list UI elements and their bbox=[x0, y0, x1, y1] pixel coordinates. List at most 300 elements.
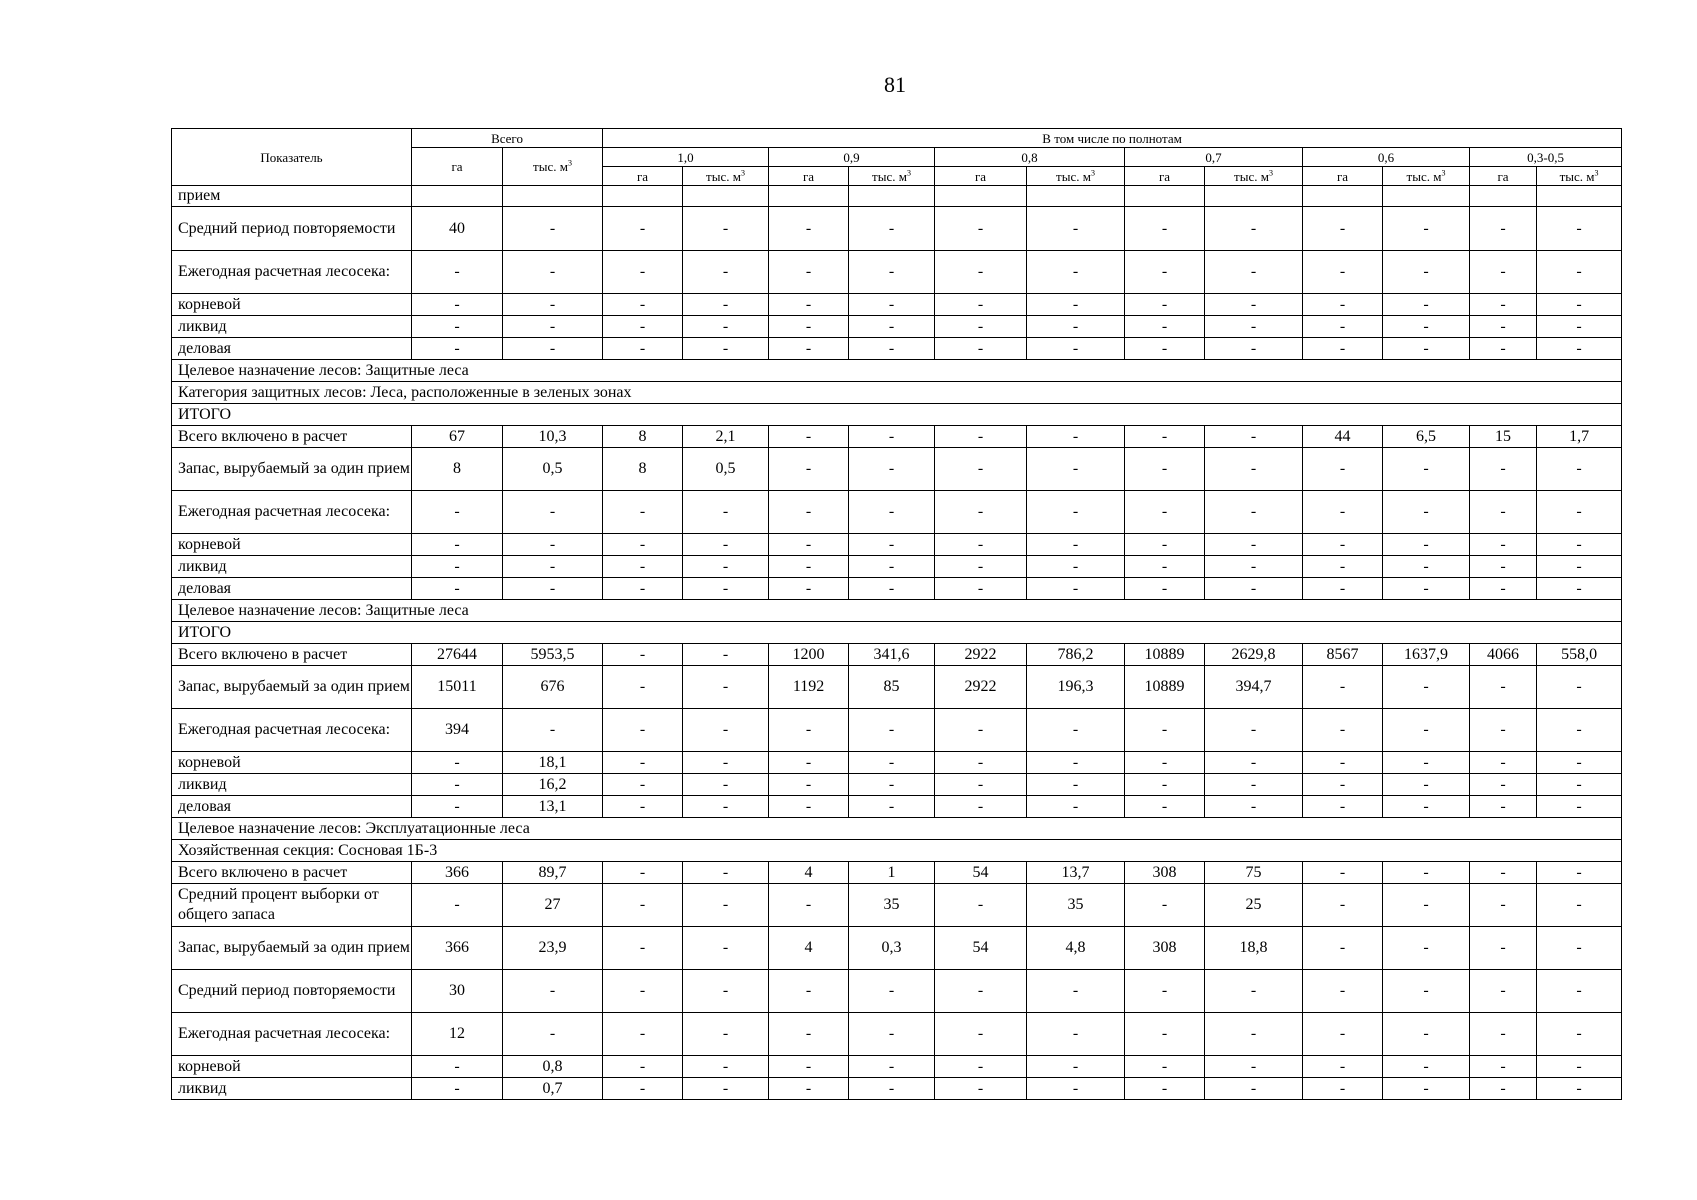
table-cell: - bbox=[1027, 1013, 1125, 1056]
table-cell: - bbox=[1537, 338, 1622, 360]
table-cell: - bbox=[1537, 448, 1622, 491]
table-cell: - bbox=[1383, 970, 1470, 1013]
table-cell: - bbox=[1470, 752, 1537, 774]
table-cell: - bbox=[1205, 970, 1303, 1013]
table-cell: 2922 bbox=[935, 644, 1027, 666]
row-label: прием bbox=[172, 186, 412, 207]
header-total: Всего bbox=[412, 129, 603, 148]
table-cell: - bbox=[1027, 534, 1125, 556]
table-cell: - bbox=[1383, 752, 1470, 774]
table-row bbox=[172, 556, 1622, 578]
row-label: Запас, вырубаемый за один прием bbox=[172, 927, 412, 970]
table-cell: - bbox=[1303, 491, 1383, 534]
row-label: деловая bbox=[172, 338, 412, 360]
header-density: 0,7 bbox=[1125, 148, 1303, 167]
table-cell: 4 bbox=[769, 862, 849, 884]
table-cell: 12 bbox=[412, 1013, 503, 1056]
header-unit-thous-m3: тыс. $м^3$ bbox=[1383, 167, 1470, 186]
table-cell: 16,2 bbox=[503, 774, 603, 796]
table-cell: - bbox=[1470, 448, 1537, 491]
table-cell: - bbox=[603, 316, 683, 338]
table-cell: - bbox=[1205, 774, 1303, 796]
table-cell: - bbox=[935, 1078, 1027, 1100]
table-row bbox=[172, 927, 1622, 970]
table-cell: - bbox=[503, 207, 603, 251]
row-label: корневой bbox=[172, 294, 412, 316]
table-cell: - bbox=[849, 534, 935, 556]
table-cell: 13,1 bbox=[503, 796, 603, 818]
table-cell: - bbox=[1205, 1013, 1303, 1056]
table-cell: 75 bbox=[1205, 862, 1303, 884]
table-cell: 8 bbox=[603, 448, 683, 491]
table-cell: - bbox=[1303, 927, 1383, 970]
table-cell: - bbox=[1383, 1056, 1470, 1078]
table-cell: - bbox=[412, 338, 503, 360]
table-cell: - bbox=[769, 426, 849, 448]
table-cell: - bbox=[1537, 1013, 1622, 1056]
table-header bbox=[172, 129, 1622, 186]
table-cell: - bbox=[1537, 752, 1622, 774]
table-cell: - bbox=[1470, 578, 1537, 600]
table-row bbox=[172, 491, 1622, 534]
header-density: 0,9 bbox=[769, 148, 935, 167]
table-cell: - bbox=[603, 709, 683, 752]
table-cell: 8 bbox=[412, 448, 503, 491]
table-cell: - bbox=[769, 884, 849, 927]
table-cell: - bbox=[1205, 207, 1303, 251]
table-cell: 308 bbox=[1125, 862, 1205, 884]
row-label: ликвид bbox=[172, 556, 412, 578]
table-cell: 8567 bbox=[1303, 644, 1383, 666]
table-cell: 15011 bbox=[412, 666, 503, 709]
section-row bbox=[172, 818, 1622, 840]
table-cell: 1,7 bbox=[1537, 426, 1622, 448]
table-cell: - bbox=[683, 491, 769, 534]
table-cell: - bbox=[1383, 207, 1470, 251]
table-cell: - bbox=[935, 448, 1027, 491]
row-label: Всего включено в расчет bbox=[172, 644, 412, 666]
table-cell: - bbox=[603, 666, 683, 709]
row-label: Ежегодная расчетная лесосека: bbox=[172, 709, 412, 752]
table-cell: - bbox=[849, 294, 935, 316]
section-row bbox=[172, 382, 1622, 404]
table-cell: - bbox=[1537, 927, 1622, 970]
table-cell: - bbox=[849, 970, 935, 1013]
table-cell: - bbox=[769, 556, 849, 578]
table-cell: - bbox=[603, 338, 683, 360]
table-cell: - bbox=[503, 338, 603, 360]
header-density: 0,6 bbox=[1303, 148, 1470, 167]
table-cell: - bbox=[769, 970, 849, 1013]
table-cell: - bbox=[1470, 927, 1537, 970]
table-cell: - bbox=[1027, 1078, 1125, 1100]
table-cell: - bbox=[1470, 709, 1537, 752]
table-row bbox=[172, 1078, 1622, 1100]
table-cell: - bbox=[1205, 1078, 1303, 1100]
table-cell: - bbox=[1383, 774, 1470, 796]
table-cell: 8 bbox=[603, 426, 683, 448]
table-cell: - bbox=[1027, 448, 1125, 491]
table-cell: - bbox=[1303, 1056, 1383, 1078]
table-row bbox=[172, 448, 1622, 491]
table-cell: - bbox=[603, 578, 683, 600]
table-cell: 44 bbox=[1303, 426, 1383, 448]
table-cell: - bbox=[503, 556, 603, 578]
header-density: 0,8 bbox=[935, 148, 1125, 167]
table-cell: - bbox=[1383, 491, 1470, 534]
table-cell: - bbox=[935, 426, 1027, 448]
table-row bbox=[172, 752, 1622, 774]
table-cell: - bbox=[1383, 927, 1470, 970]
table-cell: - bbox=[603, 207, 683, 251]
table-row bbox=[172, 294, 1622, 316]
table-cell: - bbox=[769, 796, 849, 818]
table-cell bbox=[603, 186, 683, 207]
table-cell: - bbox=[412, 884, 503, 927]
header-unit-ha: га bbox=[1303, 167, 1383, 186]
table-cell: - bbox=[769, 448, 849, 491]
table-cell: - bbox=[1027, 491, 1125, 534]
table-cell: - bbox=[1470, 666, 1537, 709]
table-cell: 366 bbox=[412, 862, 503, 884]
table-cell: - bbox=[1303, 666, 1383, 709]
table-cell: - bbox=[1027, 709, 1125, 752]
table-cell: 35 bbox=[1027, 884, 1125, 927]
table-cell bbox=[503, 186, 603, 207]
table-cell: - bbox=[603, 644, 683, 666]
table-row bbox=[172, 774, 1622, 796]
table-cell: - bbox=[1470, 338, 1537, 360]
table-cell: - bbox=[935, 709, 1027, 752]
table-cell: 2,1 bbox=[683, 426, 769, 448]
table-cell: - bbox=[769, 709, 849, 752]
table-cell: - bbox=[1125, 251, 1205, 294]
table-cell: - bbox=[603, 774, 683, 796]
table-cell: - bbox=[603, 534, 683, 556]
table-cell: - bbox=[1205, 491, 1303, 534]
table-cell: - bbox=[1537, 862, 1622, 884]
row-label: Всего включено в расчет bbox=[172, 862, 412, 884]
table-cell: - bbox=[1027, 796, 1125, 818]
table-cell: - bbox=[935, 491, 1027, 534]
table-row bbox=[172, 426, 1622, 448]
table-cell: - bbox=[603, 796, 683, 818]
table-cell: - bbox=[603, 491, 683, 534]
table-cell: - bbox=[1027, 251, 1125, 294]
table-cell: 10889 bbox=[1125, 644, 1205, 666]
table-cell bbox=[1470, 186, 1537, 207]
table-row bbox=[172, 862, 1622, 884]
table-cell bbox=[1125, 186, 1205, 207]
table-cell: - bbox=[1383, 666, 1470, 709]
table-cell: - bbox=[1125, 970, 1205, 1013]
table-cell: - bbox=[1125, 1078, 1205, 1100]
header-density: 0,3-0,5 bbox=[1470, 148, 1622, 167]
table-cell: - bbox=[1383, 556, 1470, 578]
table-cell: - bbox=[1537, 796, 1622, 818]
header-by-density: В том числе по полнотам bbox=[603, 129, 1622, 148]
table-cell: - bbox=[1205, 251, 1303, 294]
table-cell: - bbox=[1027, 426, 1125, 448]
row-label: деловая bbox=[172, 796, 412, 818]
row-label: Средний период повторяемости bbox=[172, 207, 412, 251]
table-cell: - bbox=[849, 774, 935, 796]
table-cell: - bbox=[849, 1013, 935, 1056]
table-cell: - bbox=[683, 970, 769, 1013]
table-row bbox=[172, 644, 1622, 666]
table-cell: - bbox=[1027, 338, 1125, 360]
table-cell bbox=[412, 186, 503, 207]
table-cell: 4 bbox=[769, 927, 849, 970]
table-cell: - bbox=[935, 534, 1027, 556]
table-cell: - bbox=[1537, 491, 1622, 534]
table-cell: - bbox=[1383, 316, 1470, 338]
table-cell: - bbox=[683, 666, 769, 709]
table-cell: 394,7 bbox=[1205, 666, 1303, 709]
table-cell: - bbox=[769, 752, 849, 774]
table-cell: 366 bbox=[412, 927, 503, 970]
table-cell: 2922 bbox=[935, 666, 1027, 709]
table-cell: - bbox=[1205, 448, 1303, 491]
table-row bbox=[172, 709, 1622, 752]
table-cell: - bbox=[412, 796, 503, 818]
table-cell: 10,3 bbox=[503, 426, 603, 448]
header-unit-thous-m3: тыс. $м^3$ bbox=[1537, 167, 1622, 186]
table-body bbox=[172, 186, 1622, 1100]
table-cell: - bbox=[935, 752, 1027, 774]
table-cell: 394 bbox=[412, 709, 503, 752]
table-cell: - bbox=[935, 774, 1027, 796]
table-cell: - bbox=[1027, 316, 1125, 338]
table-cell bbox=[1537, 186, 1622, 207]
table-cell: 85 bbox=[849, 666, 935, 709]
table-cell: - bbox=[1383, 338, 1470, 360]
table-cell: - bbox=[603, 862, 683, 884]
table-cell: 0,8 bbox=[503, 1056, 603, 1078]
table-cell: - bbox=[1537, 774, 1622, 796]
table-cell: - bbox=[1303, 884, 1383, 927]
table-cell: - bbox=[849, 338, 935, 360]
table-cell: - bbox=[849, 578, 935, 600]
table-cell: - bbox=[1303, 1013, 1383, 1056]
table-cell: 23,9 bbox=[503, 927, 603, 970]
table-cell: - bbox=[683, 1078, 769, 1100]
table-cell: - bbox=[1383, 796, 1470, 818]
table-cell: - bbox=[849, 752, 935, 774]
row-label: Ежегодная расчетная лесосека: bbox=[172, 491, 412, 534]
table-cell: - bbox=[683, 644, 769, 666]
table-cell: - bbox=[1125, 709, 1205, 752]
row-label: Ежегодная расчетная лесосека: bbox=[172, 251, 412, 294]
table-cell: - bbox=[1470, 491, 1537, 534]
row-label: ликвид bbox=[172, 316, 412, 338]
table-cell: - bbox=[412, 1056, 503, 1078]
table-cell: - bbox=[603, 251, 683, 294]
table-cell: 54 bbox=[935, 862, 1027, 884]
table-cell: - bbox=[849, 448, 935, 491]
table-cell: - bbox=[849, 316, 935, 338]
table-cell: - bbox=[769, 207, 849, 251]
table-cell: - bbox=[1303, 1078, 1383, 1100]
header-unit-thous-m3: тыс. $м^3$ bbox=[849, 167, 935, 186]
table-cell: 27644 bbox=[412, 644, 503, 666]
table-cell: - bbox=[935, 1056, 1027, 1078]
table-cell: - bbox=[935, 796, 1027, 818]
table-cell: - bbox=[683, 534, 769, 556]
row-label: ликвид bbox=[172, 1078, 412, 1100]
table-cell: - bbox=[1125, 884, 1205, 927]
table-cell: - bbox=[935, 207, 1027, 251]
table-cell: - bbox=[1383, 251, 1470, 294]
table-cell: - bbox=[1537, 294, 1622, 316]
table-cell: - bbox=[1125, 556, 1205, 578]
header-unit-thous-m3: тыс. $м^3$ bbox=[1027, 167, 1125, 186]
table-cell: - bbox=[1303, 316, 1383, 338]
table-cell: - bbox=[1383, 448, 1470, 491]
table-cell: - bbox=[683, 207, 769, 251]
table-cell: - bbox=[1125, 1013, 1205, 1056]
row-label: корневой bbox=[172, 534, 412, 556]
table-cell: - bbox=[1205, 534, 1303, 556]
table-cell: - bbox=[1125, 534, 1205, 556]
table-cell: - bbox=[503, 251, 603, 294]
table-cell: - bbox=[769, 294, 849, 316]
table-cell: 4,8 bbox=[1027, 927, 1125, 970]
table-cell bbox=[769, 186, 849, 207]
table-cell: - bbox=[1470, 251, 1537, 294]
table-cell: - bbox=[1303, 338, 1383, 360]
table-row bbox=[172, 796, 1622, 818]
section-row bbox=[172, 360, 1622, 382]
table-cell: 308 bbox=[1125, 927, 1205, 970]
row-label: Средний процент выборки от общего запаса bbox=[172, 884, 412, 927]
table-cell bbox=[1303, 186, 1383, 207]
table-cell: - bbox=[1537, 709, 1622, 752]
table-cell: - bbox=[849, 796, 935, 818]
table-cell: - bbox=[683, 752, 769, 774]
table-cell: - bbox=[849, 709, 935, 752]
table-cell: - bbox=[1027, 207, 1125, 251]
header-unit-ha: га bbox=[1125, 167, 1205, 186]
table-row bbox=[172, 534, 1622, 556]
table-cell: 0,5 bbox=[503, 448, 603, 491]
table-cell: - bbox=[1303, 709, 1383, 752]
table-cell: - bbox=[1537, 1078, 1622, 1100]
header-unit-ha: га bbox=[1470, 167, 1537, 186]
section-row bbox=[172, 404, 1622, 426]
table-cell: - bbox=[412, 774, 503, 796]
table-cell: - bbox=[935, 338, 1027, 360]
table-cell: - bbox=[603, 970, 683, 1013]
header-unit-ha: га bbox=[603, 167, 683, 186]
table-cell: - bbox=[1303, 970, 1383, 1013]
table-cell: - bbox=[683, 862, 769, 884]
table-cell: - bbox=[1125, 207, 1205, 251]
table-cell: - bbox=[1537, 316, 1622, 338]
table-cell: - bbox=[1470, 1013, 1537, 1056]
table-cell: 6,5 bbox=[1383, 426, 1470, 448]
table-cell: 341,6 bbox=[849, 644, 935, 666]
table-cell: - bbox=[935, 251, 1027, 294]
table-cell bbox=[1205, 186, 1303, 207]
row-label: Ежегодная расчетная лесосека: bbox=[172, 1013, 412, 1056]
table-cell: - bbox=[603, 884, 683, 927]
table-cell: - bbox=[1303, 796, 1383, 818]
table-cell: - bbox=[1205, 426, 1303, 448]
table-cell: 1200 bbox=[769, 644, 849, 666]
table-cell: - bbox=[1303, 207, 1383, 251]
page-number: 81 bbox=[884, 72, 906, 97]
table-cell: - bbox=[769, 1056, 849, 1078]
table-cell: - bbox=[1027, 752, 1125, 774]
table-cell: - bbox=[603, 294, 683, 316]
table-cell: 1192 bbox=[769, 666, 849, 709]
table-row bbox=[172, 338, 1622, 360]
table-cell: - bbox=[849, 426, 935, 448]
row-label: Всего включено в расчет bbox=[172, 426, 412, 448]
table-cell: - bbox=[1383, 578, 1470, 600]
table-cell: - bbox=[603, 1056, 683, 1078]
table-cell: - bbox=[412, 556, 503, 578]
row-label: Запас, вырубаемый за один прием bbox=[172, 666, 412, 709]
table-cell: - bbox=[1383, 534, 1470, 556]
section-label: ИТОГО bbox=[172, 622, 1622, 644]
table-cell: - bbox=[935, 294, 1027, 316]
table-row bbox=[172, 884, 1622, 927]
table-cell: - bbox=[1205, 709, 1303, 752]
table-cell: - bbox=[769, 1078, 849, 1100]
table-cell: - bbox=[1125, 491, 1205, 534]
table-cell: - bbox=[1537, 556, 1622, 578]
table-cell: - bbox=[1537, 578, 1622, 600]
table-cell: 2629,8 bbox=[1205, 644, 1303, 666]
table-cell: - bbox=[683, 884, 769, 927]
table-cell: - bbox=[1027, 578, 1125, 600]
table-cell: - bbox=[849, 556, 935, 578]
table-cell: - bbox=[683, 709, 769, 752]
table-cell: - bbox=[503, 1013, 603, 1056]
table-cell: 67 bbox=[412, 426, 503, 448]
table-cell: 25 bbox=[1205, 884, 1303, 927]
table-cell: - bbox=[935, 884, 1027, 927]
table-cell: - bbox=[603, 927, 683, 970]
table-cell: - bbox=[503, 970, 603, 1013]
table-cell: 1637,9 bbox=[1383, 644, 1470, 666]
table-cell: - bbox=[1303, 578, 1383, 600]
table-cell: - bbox=[935, 556, 1027, 578]
table-cell: - bbox=[412, 752, 503, 774]
table-cell: - bbox=[412, 491, 503, 534]
table-cell: 89,7 bbox=[503, 862, 603, 884]
table-cell: - bbox=[1537, 970, 1622, 1013]
table-cell: - bbox=[769, 316, 849, 338]
header-unit-ha: га bbox=[769, 167, 849, 186]
table-cell bbox=[683, 186, 769, 207]
section-row bbox=[172, 600, 1622, 622]
table-cell: - bbox=[1383, 1013, 1470, 1056]
table-cell: - bbox=[1303, 752, 1383, 774]
table-cell: 1 bbox=[849, 862, 935, 884]
table-cell: 196,3 bbox=[1027, 666, 1125, 709]
table-cell: - bbox=[683, 338, 769, 360]
table-row bbox=[172, 316, 1622, 338]
table-cell: - bbox=[683, 1056, 769, 1078]
table-cell: - bbox=[935, 578, 1027, 600]
table-cell: - bbox=[1537, 884, 1622, 927]
table-cell: - bbox=[412, 578, 503, 600]
table-cell: - bbox=[1303, 534, 1383, 556]
section-row bbox=[172, 840, 1622, 862]
